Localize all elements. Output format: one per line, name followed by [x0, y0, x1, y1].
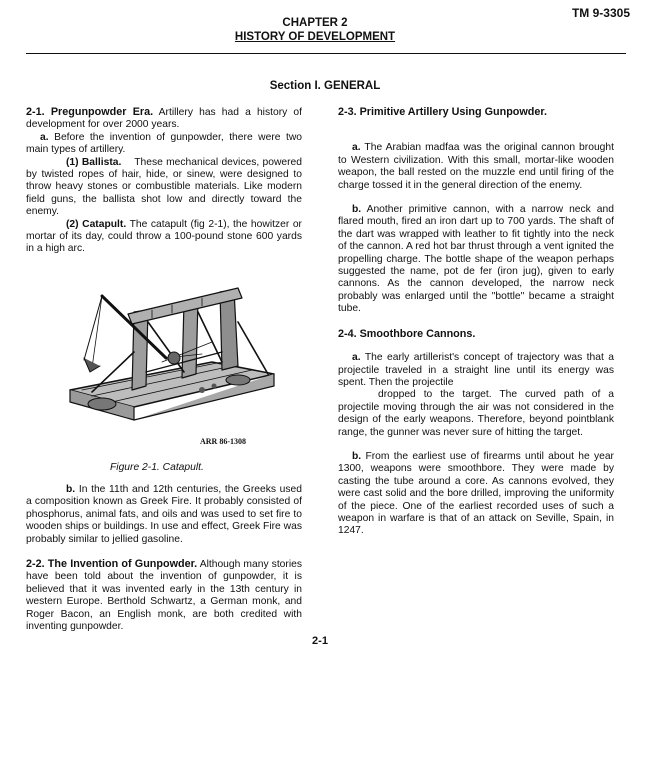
para-2-2: 2-2. The Invention of Gunpowder. Although many stories have been told about the invention of gunpowder, it is believed that it was invented early in the 13th century in western Europe. Berthold Schwartz, a German monk, and Roger Bacon, an English monk, are both credited with inventing gunpowder. [26, 558, 302, 633]
para-catapult: (2) Catapult. The catapult (fig 2-1), the howitzer or mortar of its day, could throw a 100-pound stone 600 yards in a high arc. [26, 218, 302, 255]
sling-bucket [84, 358, 100, 372]
para-ballista: (1) Ballista. These mechanical devices, powered by twisted ropes of hair, hide, or sinew, were designed to throw heavy stones or combustible materials. Like modern field guns, the ballista shot low and directly toward the enemy. [26, 156, 302, 218]
left-column [26, 106, 302, 256]
para-2-3-b: b. Another primitive cannon, with a narrow neck and flared mouth, fired an iron dart up to 700 yards. The shaft of the dart was wrapped with leather to fit tightly into the neck of the cannon. A red hot bar thrust through a vent ignited the propelling charge. The bottle shape of the weapon perhaps suggested the name, pot de fer (iron jug), given to early cannons. As the cannon developed, the narrow neck probably was enlarged until the "bottle" became a straight tube. [338, 204, 614, 315]
chapter-number: CHAPTER 2 [282, 17, 348, 29]
header-rule [26, 53, 626, 54]
roller-left [88, 398, 116, 410]
para-2-1-b: b. In the 11th and 12th centuries, the Greeks used a composition known as Greek Fire. It probably consisted of phosphorus, animal fats, and oils and was used to set fire to wooden ships or buildings. In use and effect, Greek Fire was probably similar to jellied gasoline. [26, 484, 302, 545]
section-title: Section I. GENERAL [269, 80, 381, 92]
right-column [338, 106, 614, 538]
para-2-1-a: a. Before the invention of gunpowder, there were two main types of artillery. [26, 131, 302, 156]
ballista-label: (1) Ballista. [66, 156, 122, 168]
heading-2-2: 2-2. The Invention of Gunpowder. [26, 558, 198, 571]
figure-identifier: ARR 86-1308 [200, 437, 246, 446]
winch [168, 352, 180, 364]
para-2-1: 2-1. Pregunpowder Era. Artillery has had a history of development for over 2000 years. [26, 106, 302, 131]
heading-2-1: 2-1. Pregunpowder Era. [26, 106, 154, 118]
heading-2-4: 2-4. Smoothbore Cannons. [338, 327, 476, 340]
para-2-3-a: a. The Arabian madfaa was the original cannon brought to Western civilization. With this small, mortar-like wooden weapon, the ball rested on the muzzle end until firing of the charge tossed it in the general direction of the enemy. [338, 142, 614, 191]
catapult-label: (2) Catapult. [66, 218, 127, 230]
page-number: 2-1 [312, 635, 328, 647]
roller-right [226, 375, 250, 385]
figure-caption: Figure 2-1. Catapult. [110, 462, 204, 473]
document-id: TM 9-3305 [571, 6, 630, 20]
catapult-figure [62, 262, 282, 440]
para-2-4-a: a. The early artillerist's concept of trajectory was that a projectile traveled in a straight line until its energy was spent. Then the projectile [338, 352, 614, 388]
left-column-lower [26, 484, 302, 633]
chapter-title: HISTORY OF DEVELOPMENT [234, 31, 396, 43]
chapter-heading [0, 16, 630, 44]
para-2-4-a-cont: dropped to the target. The curved path of a projectile moving through the air was not considered in the design of the early weapons. Therefore, beyond pointblank range, the gunner was never sure of hitting the target. [338, 389, 614, 438]
heading-2-3: 2-3. Primitive Artillery Using Gunpowder. [338, 106, 547, 118]
para-2-4-b: b. From the earliest use of firearms until about he year 1300, weapons were smoothbore. They were made by casting the tube around a core. As cannons evolved, they were cast solid and the bore drilled, improving the uniformity of the piece. One of the earliest recorded uses of such a weapon in warfare is that of an attack on Seville, Spain, in 1247. [338, 450, 614, 537]
